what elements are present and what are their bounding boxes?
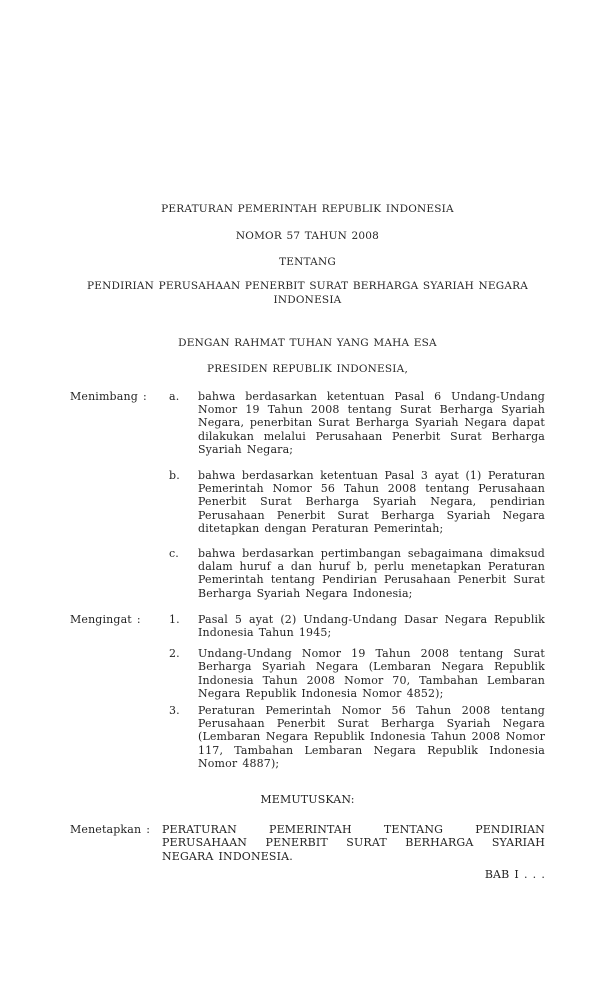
item-marker: a.: [169, 390, 180, 403]
menetapkan-word: PENDIRIAN: [475, 823, 545, 837]
title-line-subject-1: PENDIRIAN PERUSAHAAN PENERBIT SURAT BERHARGA SYARIAH NEGARA: [86, 280, 529, 292]
item-text: Undang-Undang Nomor 19 Tahun 2008 tentang Surat Berharga Syariah Negara (Lembaran Negara Republik Indonesia Tahun 2008 Nomor 70, Tambahan Lembaran Negara Republik Indonesia Nomor 4852);: [198, 647, 545, 700]
menetapkan-word: PERUSAHAAN: [162, 836, 248, 850]
menetapkan-label: [70, 823, 162, 836]
menimbang-item-a: [162, 390, 545, 456]
menetapkan-separator: :: [146, 823, 151, 837]
item-text: Pasal 5 ayat (2) Undang-Undang Dasar Negara Republik Indonesia Tahun 1945;: [198, 612, 545, 640]
item-text: bahwa berdasarkan pertimbangan sebagaimana dimaksud dalam huruf a dan huruf b, perlu menetapkan Peraturan Pemerintah tentang Pendirian Perusahaan Penerbit Surat Berharga Syariah Negara Indonesia;: [198, 547, 545, 600]
catchword: BAB I . . .: [484, 867, 545, 881]
menimbang-items: [162, 390, 545, 600]
item-marker: 3.: [169, 704, 180, 718]
menetapkan-line-2: [162, 836, 545, 849]
item-marker: 2.: [169, 647, 180, 661]
menimbang-item-b: [162, 469, 545, 535]
memutuskan-heading: MEMUTUSKAN:: [260, 793, 355, 807]
item-marker: c.: [169, 547, 179, 561]
item-marker: b.: [169, 469, 180, 483]
menimbang-section: [70, 390, 545, 600]
title-line-regulation: PERATURAN PEMERINTAH REPUBLIK INDONESIA: [161, 203, 454, 215]
mengingat-item-1: [162, 613, 545, 639]
menetapkan-word: PERATURAN: [162, 823, 237, 837]
mengingat-section: [70, 613, 545, 770]
item-marker: 1.: [169, 612, 180, 626]
title-line-subject-2: INDONESIA: [273, 294, 342, 306]
mengingat-separator: :: [136, 612, 141, 626]
mengingat-items: [162, 613, 545, 770]
mengingat-item-3: [162, 704, 545, 770]
menetapkan-word: PEMERINTAH: [269, 823, 352, 837]
invocation-line: DENGAN RAHMAT TUHAN YANG MAHA ESA: [178, 337, 437, 349]
title-line-number: NOMOR 57 TAHUN 2008: [235, 230, 380, 242]
menetapkan-line-3: NEGARA INDONESIA.: [162, 849, 293, 863]
menimbang-item-c: [162, 547, 545, 600]
mengingat-item-2: [162, 647, 545, 700]
menimbang-label: [70, 390, 162, 403]
item-text: bahwa berdasarkan ketentuan Pasal 3 ayat (1) Peraturan Pemerintah Nomor 56 Tahun 2008 tentang Perusahaan Penerbit Surat Berharga Syariah Negara, pendirian Perusahaan Penerbit Surat Berharga Syariah Negara ditetapkan dengan Peraturan Pemerintah;: [198, 469, 545, 535]
menetapkan-section: [70, 823, 545, 863]
menetapkan-word: BERHARGA: [405, 836, 474, 850]
authority-line: PRESIDEN REPUBLIK INDONESIA,: [207, 363, 408, 375]
menimbang-separator: :: [142, 390, 147, 403]
menetapkan-word: SYARIAH: [491, 836, 545, 850]
menetapkan-line-1: [162, 823, 545, 836]
item-text: bahwa berdasarkan ketentuan Pasal 6 Undang-Undang Nomor 19 Tahun 2008 tentang Surat Berharga Syariah Negara, penerbitan Surat Berharga Syariah Negara dapat dilakukan melalui Perusahaan Penerbit Surat Berharga Syariah Negara;: [198, 390, 545, 456]
mengingat-label: [70, 613, 162, 626]
document-title-block: [70, 202, 545, 307]
menimbang-label-text: Menimbang: [70, 390, 138, 403]
menetapkan-word: PENERBIT: [265, 836, 328, 850]
item-text: Peraturan Pemerintah Nomor 56 Tahun 2008 tentang Perusahaan Penerbit Surat Berharga Syariah Negara (Lembaran Negara Republik Indonesia Tahun 2008 Nomor 117, Tambahan Lembaran Negara Republik Indonesia Nomor 4887);: [198, 704, 545, 770]
menetapkan-body: [162, 823, 545, 863]
menetapkan-label-text: Menetapkan: [70, 823, 142, 837]
menetapkan-word: SURAT: [346, 836, 387, 850]
mengingat-label-text: Mengingat: [70, 612, 132, 626]
menetapkan-word: TENTANG: [383, 823, 444, 837]
title-line-tentang: TENTANG: [279, 256, 336, 268]
